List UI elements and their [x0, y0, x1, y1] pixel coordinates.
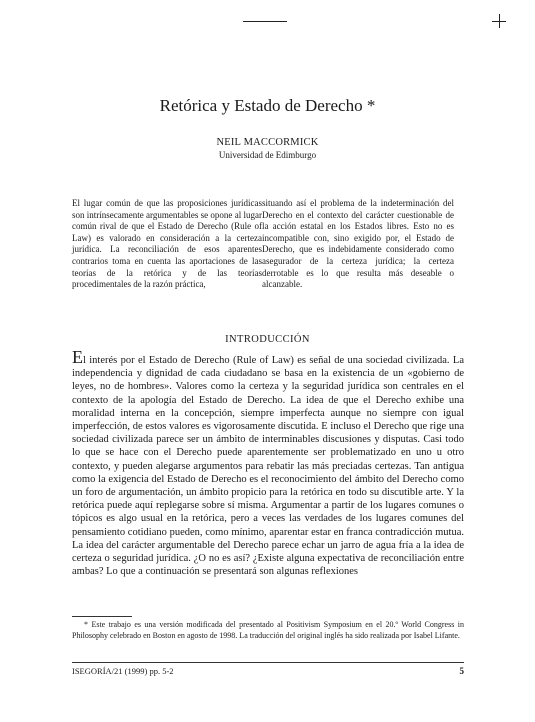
page-number: 5 — [459, 666, 464, 676]
top-tick-right — [499, 14, 500, 28]
footnote: * Este trabajo es una versión modificada del presentado al Positivism Symposium en el 20.º World Congress in Philosophy celebrado en Boston en agosto de 1998. La traducción del original inglés ha sido realizada por Isabel Lifante. — [72, 620, 464, 640]
drop-cap: E — [72, 347, 83, 367]
body-paragraph — [72, 347, 464, 578]
section-heading: INTRODUCCIÓN — [225, 334, 310, 345]
footnote-rule — [72, 616, 132, 617]
author-affiliation: Universidad de Edimburgo — [218, 150, 317, 160]
top-rule-center — [243, 21, 287, 22]
body-text: l interés por el Estado de Derecho (Rule of Law) es señal de una sociedad civilizada. La independencia y dignidad de cada ciudadano se basa en la existencia de un «gobierno de leyes, no de hombres». Valores como la certeza y la seguridad jurídica son centrales en el contexto de la apología del Estado de Derecho. La idea de que el Derecho exhibe una moralidad interna en la concepción, siempre imperfecta aunque no siempre con igual imperfección, de estos valores es vigorosamente discutida. E incluso el Derecho que rige una sociedad civilizada parece ser un ámbito de interminables discusiones y disputas. Casi todo lo que se hace con el Derecho puede aparentemente ser problematizado en uno u otro contexto, y pueden alegarse argumentos para rebatir las más preciadas certezas. Tan antigua como la exigencia del Estado de Derecho es el reconocimiento del ámbito del Derecho como un foro de argumentación, un ámbito propicio para la retórica en todo su discutible arte. Y la retórica puede aquí replegarse sobre sí misma. Argumentar a partir de los lugares comunes o tópicos es algo usual en la retórica, pero a veces las verdades de los lugares comunes del pensamiento cotidiano pueden, como mínimo, aparentar estar en franca contradicción mutua. La idea del carácter argumentable del Derecho parece echar un jarro de agua fría a la idea de certeza o seguridad jurídica. ¿O no es así? ¿Existe alguna expectativa de reconciliación entre ambas? Lo que a continuación se presentará son algunas reflexiones — [72, 355, 464, 578]
author-name: NEIL MACCORMICK — [216, 137, 319, 148]
abstract-right-column: situando así el problema de la indeterminación del Derecho en el contexto del carácter cuestionable de la acción estatal en los Estados libres. Esto no es incompatible con, sino exigido por, el Estado de Derecho, que es indebidamente considerado como asegurador de la certeza jurídica; la certeza derrotable es lo que resulta más deseable o alcanzable. — [262, 198, 454, 290]
abstract-left-column: El lugar común de que las proposiciones jurídicas son intrínsecamente argumentables se opone al lugar común rival de que el Estado de Derecho (Rule of Law) es valorado en consideración a la certeza jurídica. La reconciliación de esos aparentes contrarios toma en cuenta las aportaciones de las teorías de la retórica y de las teorías procedimentales de la razón práctica, — [72, 198, 262, 290]
journal-reference: ISEGORÍA/21 (1999) pp. 5-2 — [72, 666, 174, 676]
footer-rule — [72, 662, 464, 663]
article-title: Retórica y Estado de Derecho * — [159, 96, 376, 115]
